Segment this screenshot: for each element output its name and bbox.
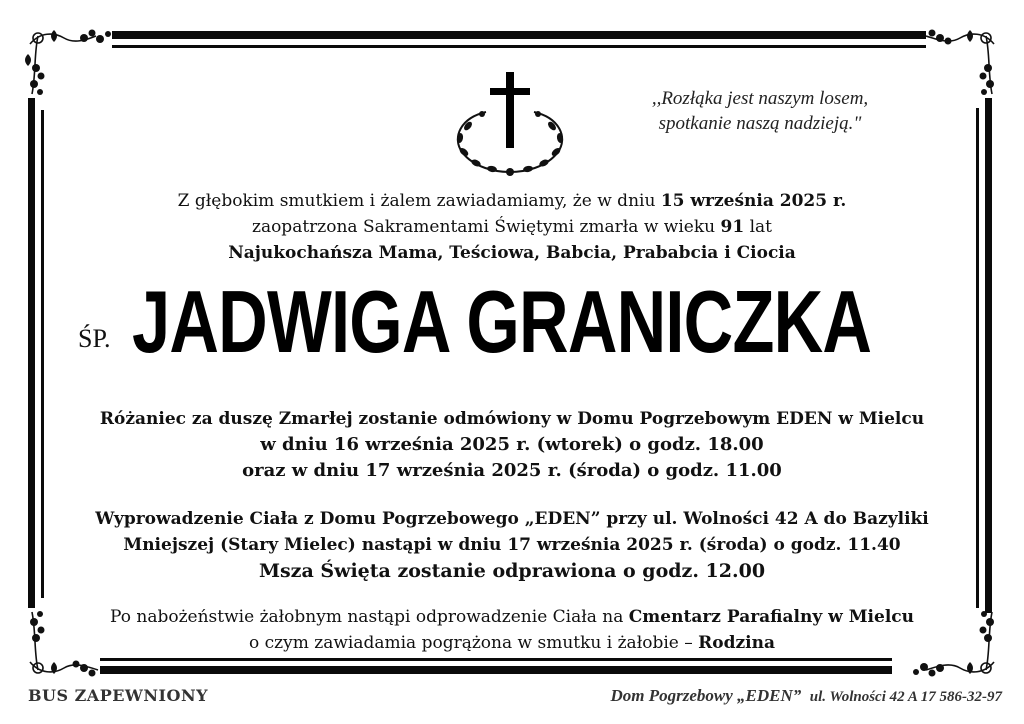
age: 91 xyxy=(720,217,745,237)
funeral-info xyxy=(0,506,1024,584)
floral-corner-icon xyxy=(920,24,1000,110)
intro-line-3: Najukochańsza Mama, Teściowa, Babcia, Prababcia i Ciocia xyxy=(228,243,796,263)
burial-line-1: Po nabożeństwie żałobnym nastąpi odprowadzenie Ciała na Cmentarz Parafialny w Mielcu xyxy=(110,607,914,627)
deceased-name-row xyxy=(0,272,1024,372)
funeral-home-contact xyxy=(610,686,1002,706)
family: Rodzina xyxy=(698,633,775,653)
top-border-thin xyxy=(112,45,926,48)
bottom-border-thick xyxy=(100,666,892,674)
bottom-border-thin xyxy=(100,658,892,661)
quote-line-1: ,,Rozłąka jest naszym losem, xyxy=(651,88,869,109)
cemetery: Cmentarz Parafialny w Mielcu xyxy=(628,607,914,627)
floral-corner-icon xyxy=(24,24,116,110)
quote-line-2: spotkanie naszą nadzieją." xyxy=(658,113,862,134)
rosary-line-3: oraz w dniu 17 września 2025 r. (środa) o godz. 11.00 xyxy=(242,460,782,481)
rosary-line-2: w dniu 16 września 2025 r. (wtorek) o godz. 18.00 xyxy=(260,434,764,455)
name-prefix: ŚP. xyxy=(78,324,111,353)
intro-line-2: zaopatrzona Sakramentami Świętymi zmarła w wieku 91 lat xyxy=(251,217,772,237)
funeral-home-address: ul. Wolności 42 A 17 586-32-97 xyxy=(809,689,1002,705)
cross-icon xyxy=(490,72,530,148)
cross-with-wreath xyxy=(446,68,574,180)
top-border-thick xyxy=(112,31,926,39)
bus-notice: BUS ZAPEWNIONY xyxy=(28,686,208,705)
rosary-info xyxy=(0,406,1024,484)
burial-info xyxy=(0,604,1024,656)
funeral-line-3: Msza Święta zostanie odprawiona o godz. 12.00 xyxy=(258,560,766,582)
burial-line-2: o czym zawiadamia pogrążona w smutku i żałobie – Rodzina xyxy=(249,633,775,653)
deceased-name: JADWIGA GRANICZKA xyxy=(132,272,872,371)
death-date: 15 września 2025 r. xyxy=(660,191,847,211)
rosary-line-1: Różaniec za duszę Zmarłej zostanie odmówiony w Domu Pogrzebowym EDEN w Mielcu xyxy=(99,409,925,429)
funeral-line-1: Wyprowadzenie Ciała z Domu Pogrzebowego „EDEN” przy ul. Wolności 42 A do Bazyliki xyxy=(95,509,929,529)
announcement-intro xyxy=(0,188,1024,266)
memorial-quote xyxy=(600,86,920,136)
intro-line-1: Z głębokim smutkiem i żalem zawiadamiamy, że w dniu 15 września 2025 r. xyxy=(177,191,847,211)
funeral-home-name: Dom Pogrzebowy „EDEN” xyxy=(610,686,802,705)
funeral-line-2: Mniejszej (Stary Mielec) nastąpi w dniu 17 września 2025 r. (środa) o godz. 11.40 xyxy=(123,535,901,555)
